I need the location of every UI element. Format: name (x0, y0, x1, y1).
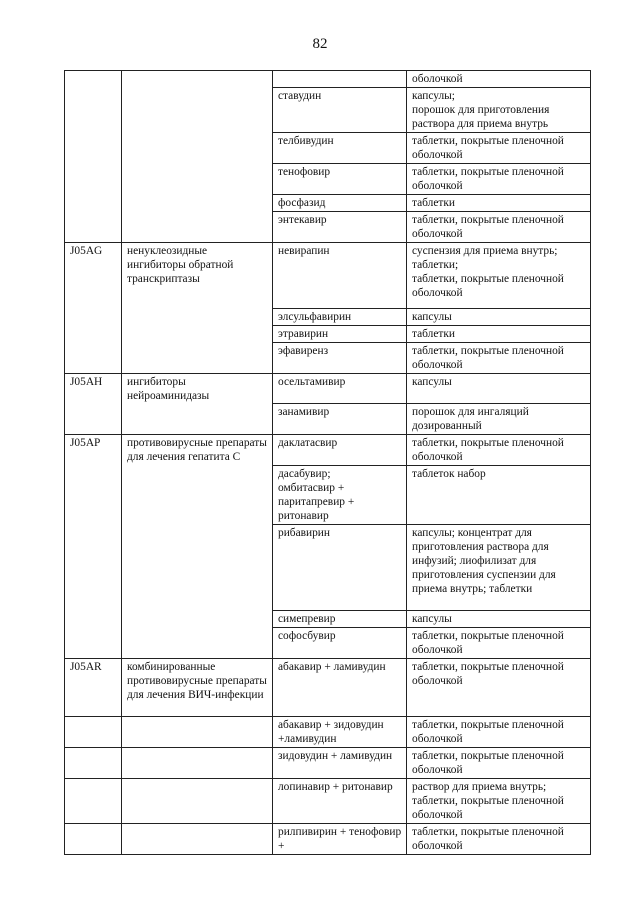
dosage-form-cell: капсулы (407, 309, 591, 326)
dosage-form-cell: капсулы (407, 374, 591, 404)
drug-name-cell (273, 71, 407, 88)
drug-name-cell: рилпивирин + тенофовир + (273, 824, 407, 855)
atc-group-cell: противовирусные препараты для лечения гепатита C (122, 435, 273, 659)
dosage-form-cell: таблетки (407, 326, 591, 343)
drug-name-cell: тенофовир (273, 164, 407, 195)
table-row (65, 779, 591, 824)
dosage-form-cell: таблетки, покрытые пленочной оболочкой (407, 659, 591, 717)
drug-name-cell: софосбувир (273, 628, 407, 659)
dosage-form-cell: таблетки, покрытые пленочной оболочкой (407, 717, 591, 748)
atc-group-cell (122, 824, 273, 855)
drug-name-cell: даклатасвир (273, 435, 407, 466)
dosage-form-cell: капсулы; порошок для приготовления раствора для приема внутрь (407, 88, 591, 133)
atc-code-cell (65, 717, 122, 748)
table-row (65, 717, 591, 748)
drug-name-cell: телбивудин (273, 133, 407, 164)
dosage-form-cell: капсулы (407, 611, 591, 628)
dosage-form-cell: суспензия для приема внутрь; таблетки; таблетки, покрытые пленочной оболочкой (407, 243, 591, 309)
drug-name-cell: элсульфавирин (273, 309, 407, 326)
drug-name-cell: занамивир (273, 404, 407, 435)
drug-name-cell: фосфазид (273, 195, 407, 212)
atc-code-cell: J05AG (65, 243, 122, 374)
dosage-form-cell: таблетки, покрытые пленочной оболочкой (407, 212, 591, 243)
dosage-form-cell: раствор для приема внутрь; таблетки, покрытые пленочной оболочкой (407, 779, 591, 824)
drug-name-cell: осельтамивир (273, 374, 407, 404)
table-row (65, 243, 591, 309)
atc-group-cell: комбинированные противовирусные препараты для лечения ВИЧ-инфекции (122, 659, 273, 717)
atc-code-cell (65, 779, 122, 824)
dosage-form-cell: оболочкой (407, 71, 591, 88)
atc-group-cell (122, 748, 273, 779)
dosage-form-cell: таблетки, покрытые пленочной оболочкой (407, 628, 591, 659)
table-row (65, 659, 591, 717)
atc-code-cell (65, 748, 122, 779)
drug-name-cell: невирапин (273, 243, 407, 309)
table-row (65, 435, 591, 466)
drug-table (64, 70, 591, 855)
table-row (65, 71, 591, 88)
atc-group-cell: ингибиторы нейроаминидазы (122, 374, 273, 435)
atc-code-cell: J05AH (65, 374, 122, 435)
drug-name-cell: эфавиренз (273, 343, 407, 374)
atc-group-cell (122, 779, 273, 824)
table-row (65, 748, 591, 779)
atc-group-cell (122, 717, 273, 748)
atc-group-cell: ненуклеозидные ингибиторы обратной транскриптазы (122, 243, 273, 374)
dosage-form-cell: таблеток набор (407, 466, 591, 525)
table-row (65, 374, 591, 404)
page-number: 82 (312, 36, 328, 52)
drug-name-cell: этравирин (273, 326, 407, 343)
dosage-form-cell: капсулы; концентрат для приготовления раствора для инфузий; лиофилизат для приготовления суспензии для приема внутрь; таблетки (407, 525, 591, 611)
dosage-form-cell: таблетки, покрытые пленочной оболочкой (407, 435, 591, 466)
dosage-form-cell: порошок для ингаляций дозированный (407, 404, 591, 435)
atc-group-cell (122, 71, 273, 243)
drug-name-cell: лопинавир + ритонавир (273, 779, 407, 824)
table-row (65, 824, 591, 855)
drug-name-cell: симепревир (273, 611, 407, 628)
drug-name-cell: абакавир + зидовудин +ламивудин (273, 717, 407, 748)
dosage-form-cell: таблетки, покрытые пленочной оболочкой (407, 748, 591, 779)
dosage-form-cell: таблетки (407, 195, 591, 212)
drug-name-cell: зидовудин + ламивудин (273, 748, 407, 779)
drug-name-cell: дасабувир; омбитасвир + паритапревир + ритонавир (273, 466, 407, 525)
atc-code-cell: J05AP (65, 435, 122, 659)
dosage-form-cell: таблетки, покрытые пленочной оболочкой (407, 133, 591, 164)
atc-code-cell (65, 71, 122, 243)
drug-name-cell: энтекавир (273, 212, 407, 243)
drug-name-cell: рибавирин (273, 525, 407, 611)
drug-name-cell: абакавир + ламивудин (273, 659, 407, 717)
dosage-form-cell: таблетки, покрытые пленочной оболочкой (407, 343, 591, 374)
dosage-form-cell: таблетки, покрытые пленочной оболочкой (407, 164, 591, 195)
atc-code-cell (65, 824, 122, 855)
atc-code-cell: J05AR (65, 659, 122, 717)
drug-name-cell: ставудин (273, 88, 407, 133)
dosage-form-cell: таблетки, покрытые пленочной оболочкой (407, 824, 591, 855)
